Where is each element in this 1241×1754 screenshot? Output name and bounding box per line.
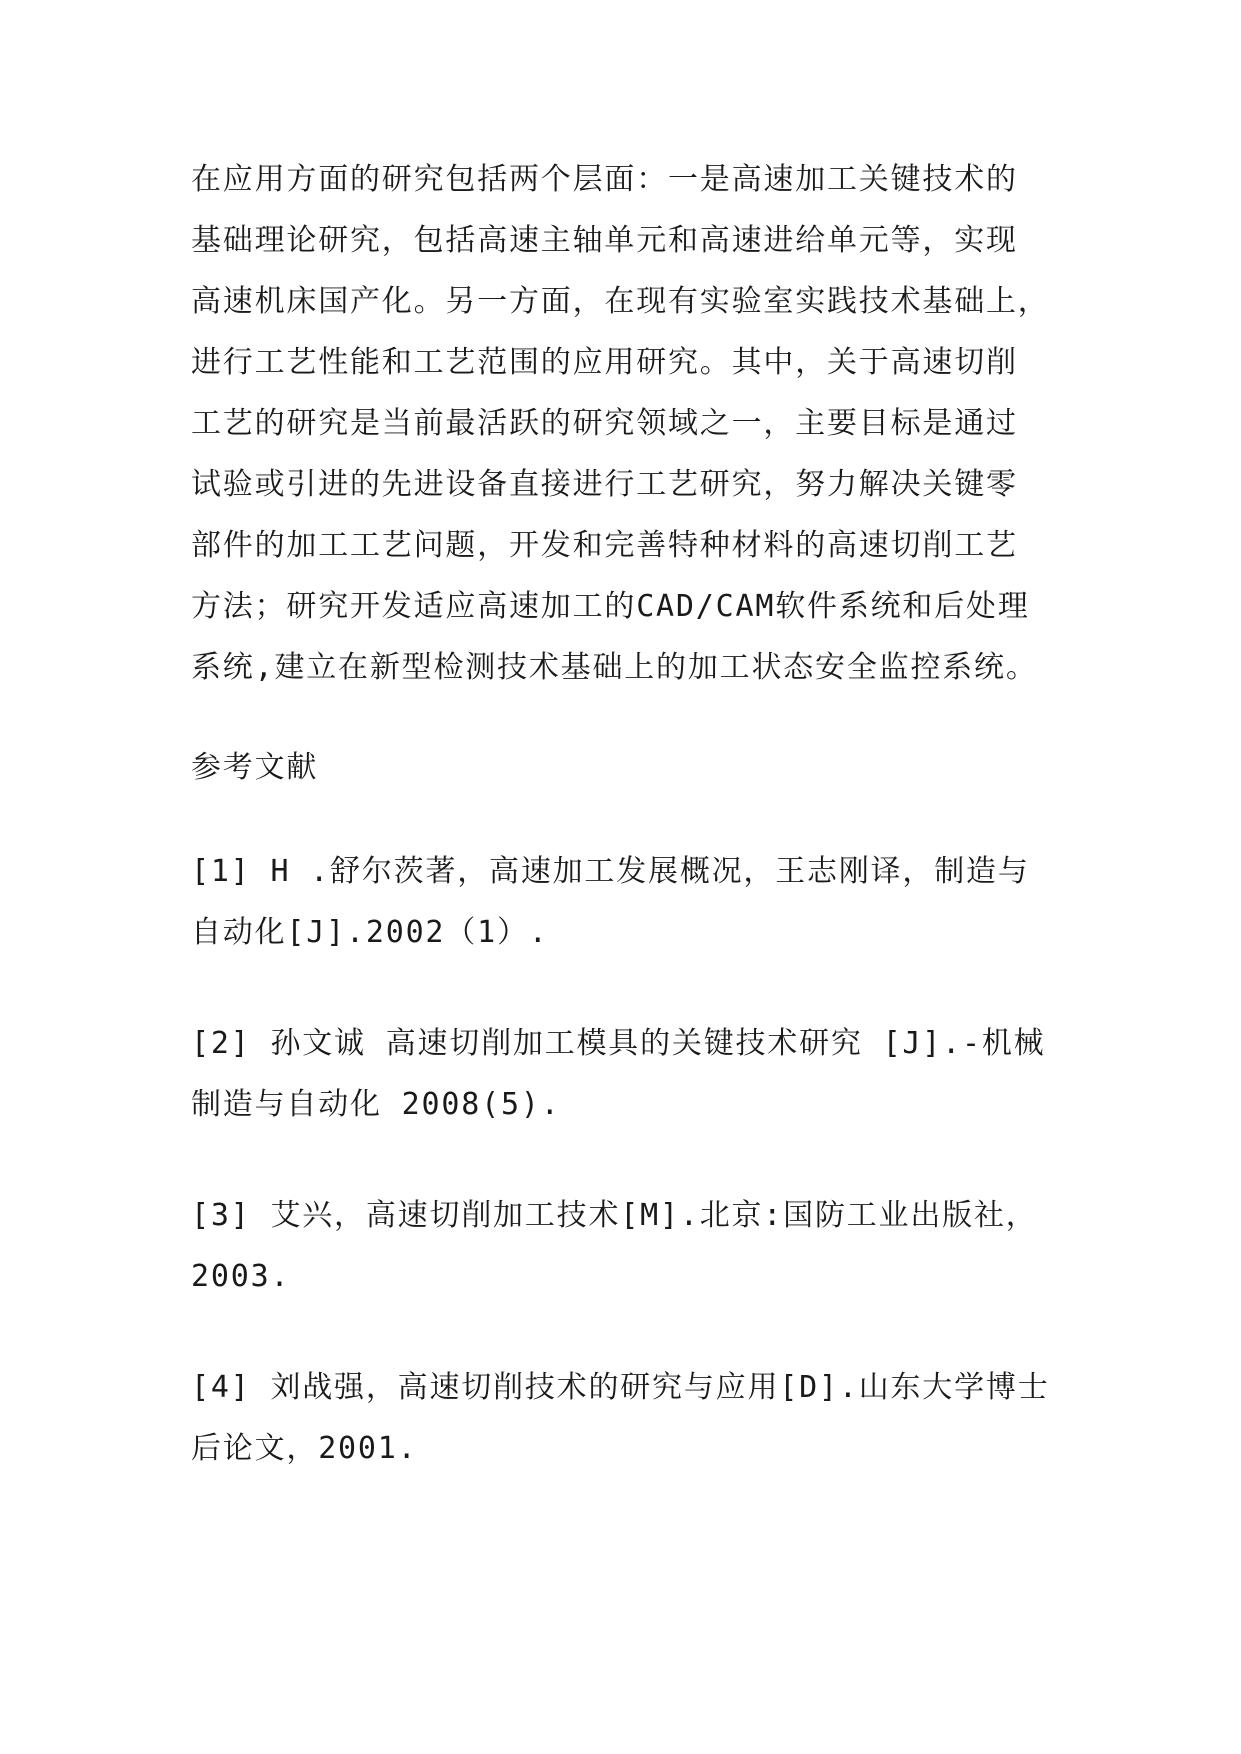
reference-line: 自动化[J].2002（1）. [191,915,549,950]
body-paragraph [191,160,1071,688]
body-line: 工艺的研究是当前最活跃的研究领域之一，主要目标是通过 [191,406,1018,441]
reference-line: [2] 孙文诚 高速切削加工模具的关键技术研究 [J].-机械 [191,1026,1046,1061]
document-page [191,160,1071,1490]
body-line: 高速机床国产化。另一方面，在现有实验室实践技术基础上， [191,284,1050,319]
reference-line: 制造与自动化 2008(5). [191,1087,561,1122]
reference-item-4 [191,1368,1071,1469]
reference-item-2 [191,1024,1071,1125]
body-line: 进行工艺性能和工艺范围的应用研究。其中，关于高速切削 [191,345,1018,380]
body-line: 试验或引进的先进设备直接进行工艺研究，努力解决关键零 [191,467,1018,502]
body-line: 方法；研究开发适应高速加工的CAD/CAM软件系统和后处理 [191,589,1030,624]
body-line: 部件的加工工艺问题，开发和完善特种材料的高速切削工艺 [191,528,1018,563]
reference-item-1 [191,852,1071,953]
reference-line: 2003. [191,1259,291,1294]
body-line: 系统,建立在新型检测技术基础上的加工状态安全监控系统。 [191,650,1038,685]
body-line: 基础理论研究，包括高速主轴单元和高速进给单元等，实现 [191,223,1018,258]
references-heading: 参考文献 [191,750,319,785]
reference-line: [3] 艾兴，高速切削加工技术[M].北京:国防工业出版社， [191,1198,1038,1233]
reference-line: 后论文，2001. [191,1431,418,1466]
reference-line: [4] 刘战强，高速切削技术的研究与应用[D].山东大学博士 [191,1370,1050,1405]
reference-item-3 [191,1196,1071,1297]
body-line: 在应用方面的研究包括两个层面：一是高速加工关键技术的 [191,162,1018,197]
reference-line: [1] H .舒尔茨著，高速加工发展概况，王志刚译，制造与 [191,854,1030,889]
